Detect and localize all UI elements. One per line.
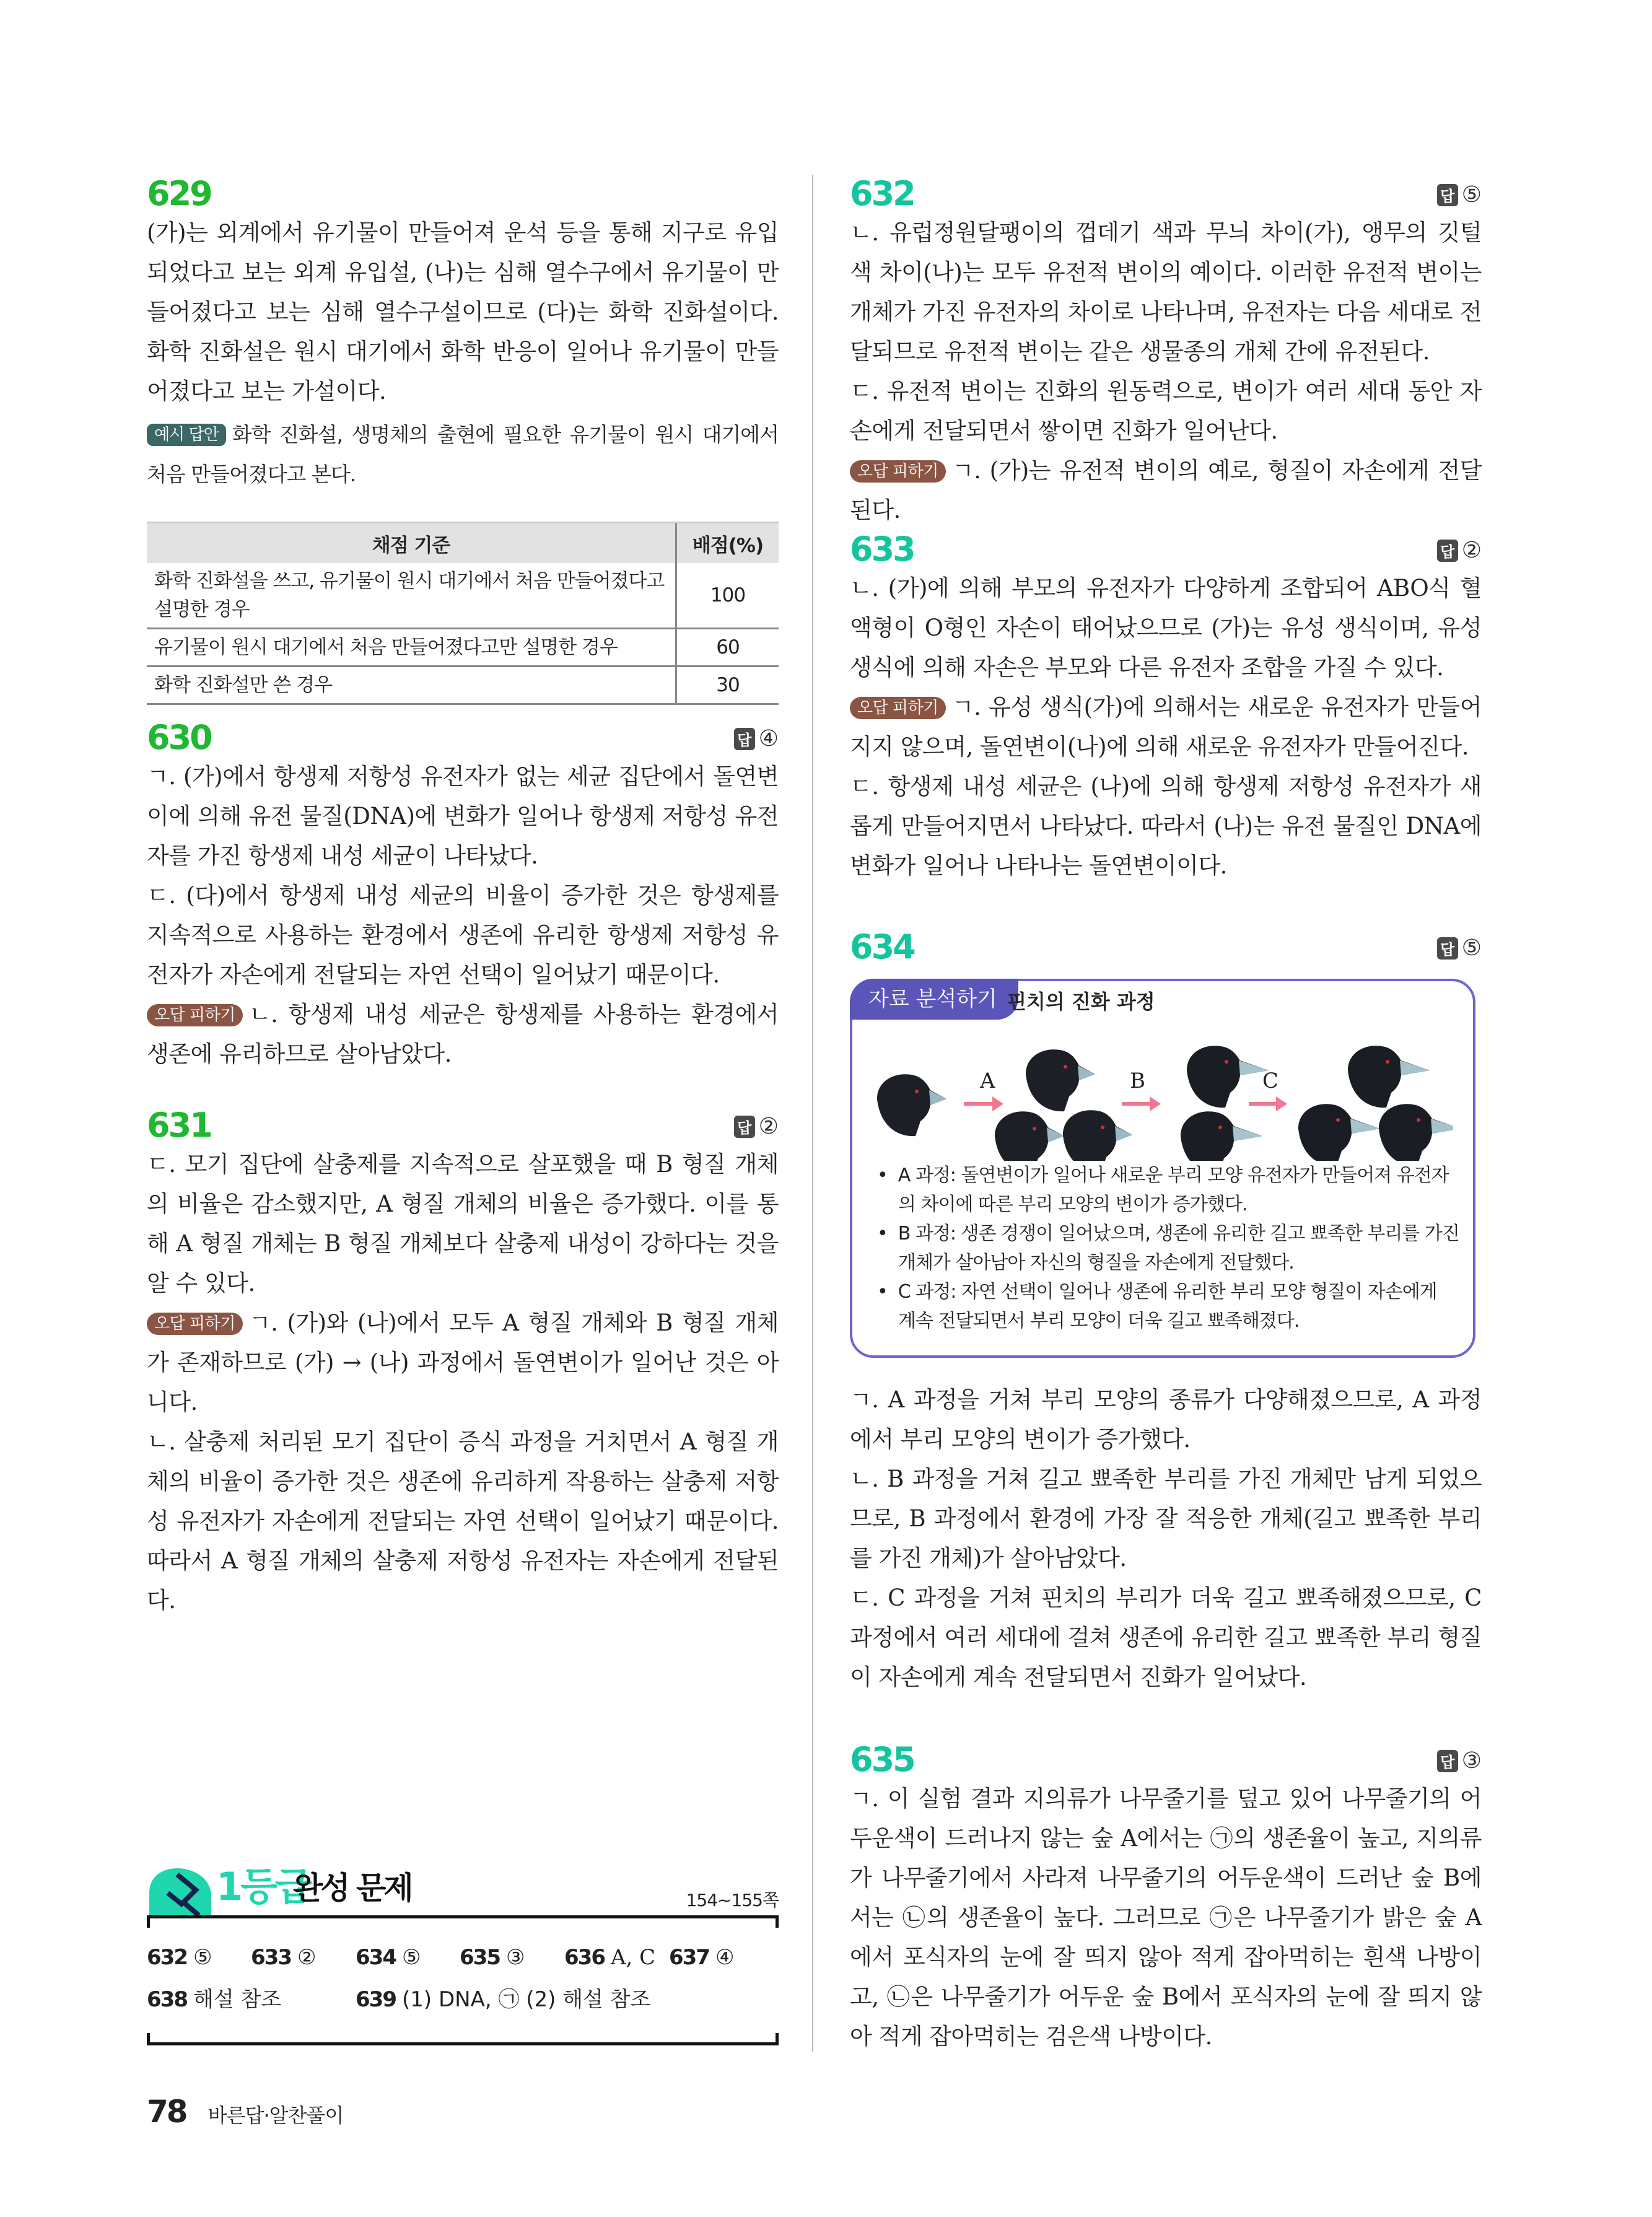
scoring-table xyxy=(147,522,779,705)
column-divider xyxy=(812,175,813,2052)
table-cell: 100 xyxy=(676,563,779,629)
finch-c3 xyxy=(1379,1104,1453,1161)
explanation: (가)는 외계에서 유기물이 만들어져 운석 등을 통해 지구로 유입되었다고 보는 외계 유입설, (나)는 심해 열수구에서 유기물이 만들어졌다고 보는 심해 열수구설이므로 (다)는 화학 진화설이다. 화학 진화설은 원시 대기에서 화학 반응이 일어나 유기물이 만들어졌다고 보는 가설이다. xyxy=(147,219,779,404)
finch-b2 xyxy=(1181,1111,1262,1161)
finch-a3 xyxy=(1063,1110,1132,1161)
answer-mark xyxy=(1437,1748,1482,1773)
answer-value: ② xyxy=(1461,538,1482,563)
data-analysis-box xyxy=(850,979,1475,1358)
question-629 xyxy=(147,175,779,705)
finch-original xyxy=(877,1074,946,1136)
answer-mark xyxy=(1437,182,1482,208)
table-header: 배점(%) xyxy=(676,523,779,564)
avoid-wrong-badge: 오답 피하기 xyxy=(147,1004,243,1026)
answer-value: ② xyxy=(758,1114,779,1139)
quick-answer: 639 (1) DNA, ㉠ (2) 해설 참조 xyxy=(356,1987,651,2012)
table-cell: 화학 진화설만 쓴 경우 xyxy=(147,667,676,704)
arrow-b-icon xyxy=(1122,1096,1161,1111)
grade-logo-icon xyxy=(149,1868,211,1915)
question-number: 630 xyxy=(147,718,211,757)
answer-value: ③ xyxy=(1461,1748,1482,1773)
process-bullets xyxy=(877,1161,1459,1336)
answer-icon: 답 xyxy=(734,728,755,750)
bracket-top xyxy=(147,1915,779,1928)
question-number: 631 xyxy=(147,1106,211,1145)
arrow-label-c: C xyxy=(1262,1069,1279,1093)
question-number: 634 xyxy=(850,927,914,966)
quick-answer: 632 ⑤ xyxy=(147,1945,212,1970)
example-answer-badge: 예시 답안 xyxy=(147,424,226,446)
table-header: 채점 기준 xyxy=(147,523,676,564)
avoid-wrong-badge: 오답 피하기 xyxy=(850,460,946,483)
quick-answer: 636 A, C xyxy=(564,1945,656,1970)
explanation: ㄷ. C 과정을 거쳐 핀치의 부리가 더욱 길고 뾰족해졌으므로, C 과정에서 여러 세대에 걸쳐 생존에 유리한 길고 뾰족한 부리 형질이 자손에게 계속 전달되면서 진화가 일어났다. xyxy=(850,1585,1482,1690)
arrow-label-a: A xyxy=(980,1069,995,1093)
finch-c2 xyxy=(1298,1104,1380,1161)
box-title: 핀치의 진화 과정 xyxy=(1007,990,1155,1013)
quick-answer: 634 ⑤ xyxy=(356,1945,421,1970)
avoid-wrong: 오답 피하기 ㄱ. (가)와 (나)에서 모두 A 형질 개체와 B 형질 개체가 존재하므로 (가) → (나) 과정에서 돌연변이가 일어난 것은 아니다. xyxy=(147,1310,779,1415)
finch-evolution-illustration xyxy=(871,1037,1453,1161)
answer-icon: 답 xyxy=(1437,184,1458,206)
answer-mark xyxy=(734,1114,779,1139)
example-answer: 예시 답안 화학 진화설, 생명체의 출현에 필요한 유기물이 원시 대기에서 처음 만들어졌다고 본다. xyxy=(147,422,779,486)
question-number: 633 xyxy=(850,530,914,569)
table-cell: 60 xyxy=(676,629,779,667)
quick-answer: 635 ③ xyxy=(460,1945,525,1970)
answer-icon: 답 xyxy=(1437,1750,1458,1772)
explanation: ㄷ. 모기 집단에 살충제를 지속적으로 살포했을 때 B 형질 개체의 비율은 감소했지만, A 형질 개체의 비율은 증가했다. 이를 통해 A 형질 개체는 B 형질 개체보다 살충제 내성이 강하다는 것을 알 수 있다. xyxy=(147,1151,779,1297)
avoid-wrong: 오답 피하기 ㄱ. (가)는 유전적 변이의 예로, 형질이 자손에게 전달된다. xyxy=(850,457,1482,523)
question-633 xyxy=(850,530,1482,886)
table-row xyxy=(147,667,779,704)
explanation: ㄱ. (가)에서 항생제 저항성 유전자가 없는 세균 집단에서 돌연변이에 의해 유전 물질(DNA)에 변화가 일어나 항생제 저항성 유전자를 가진 항생제 내성 세균이 나타났다. xyxy=(147,763,779,869)
explanation: ㄱ. 이 실험 결과 지의류가 나무줄기를 덮고 있어 나무줄기의 어두운색이 드러나지 않는 숲 A에서는 ㉠의 생존율이 높고, 지의류가 나무줄기에서 사라져 나무줄기의 어두운색이 드러난 숲 B에서는 ㉡의 생존율이 높다. 그러므로 ㉠은 나무줄기가 밝은 숲 A에서 포식자의 눈에 잘 띄지 않아 적게 잡아먹히는 흰색 나방이고, ㉡은 나무줄기가 어두운 숲 B에서 포식자의 눈에 잘 띄지 않아 적게 잡아먹히는 검은색 나방이다. xyxy=(850,1785,1482,2050)
question-630 xyxy=(147,719,779,1074)
table-cell: 30 xyxy=(676,667,779,704)
question-number: 632 xyxy=(850,174,914,213)
bullet-item: • C 과정: 자연 선택이 일어나 생존에 유리한 부리 모양 형질이 자손에게 계속 전달되면서 부리 모양이 더욱 길고 뾰족해졌다. xyxy=(877,1281,1437,1332)
question-631 xyxy=(147,1106,779,1620)
arrow-a-icon xyxy=(964,1096,1003,1111)
explanation: ㄴ. B 과정을 거쳐 길고 뾰족한 부리를 가진 개체만 남게 되었으므로, B 과정에서 환경에 가장 잘 적응한 개체(길고 뾰족한 부리를 가진 개체)가 살아남았다. xyxy=(850,1466,1482,1572)
quick-answer: 633 ② xyxy=(251,1945,317,1970)
question-634 xyxy=(850,928,1482,966)
answer-mark xyxy=(734,726,779,751)
finch-b1 xyxy=(1187,1046,1269,1108)
page-number: 78 xyxy=(147,2094,186,2130)
answer-mark xyxy=(1437,538,1482,563)
table-cell: 화학 진화설을 쓰고, 유기물이 원시 대기에서 처음 만들어졌다고 설명한 경우 xyxy=(147,563,676,629)
data-analysis-tab: 자료 분석하기 xyxy=(850,979,1018,1020)
grade-title-accent: 1등급 xyxy=(216,1864,310,1909)
avoid-wrong: 오답 피하기 ㄴ. 항생제 내성 세균은 항생제를 사용하는 환경에서 생존에 유리하므로 살아남았다. xyxy=(147,1001,779,1067)
avoid-wrong: 오답 피하기 ㄱ. 유성 생식(가)에 의해서는 새로운 유전자가 만들어지지 않으며, 돌연변이(나)에 의해 새로운 유전자가 만들어진다. xyxy=(850,694,1482,760)
finch-a2 xyxy=(995,1111,1064,1161)
page-range: 154~155쪽 xyxy=(686,1890,779,1910)
grade-title: 완성 문제 xyxy=(293,1870,411,1906)
explanation: ㄷ. (다)에서 항생제 내성 세균의 비율이 증가한 것은 항생제를 지속적으로 사용하는 환경에서 생존에 유리한 항생제 저항성 유전자가 자손에게 전달되는 자연 선택이 일어났기 때문이다. xyxy=(147,882,779,988)
page-footer xyxy=(147,2094,343,2130)
answer-value: ⑤ xyxy=(1461,182,1482,208)
table-cell: 유기물이 원시 대기에서 처음 만들어졌다고만 설명한 경우 xyxy=(147,629,676,667)
answer-value: ⑤ xyxy=(1461,935,1482,961)
answer-icon: 답 xyxy=(1437,540,1458,562)
explanation: ㄱ. A 과정을 거쳐 부리 모양의 종류가 다양해졌으므로, A 과정에서 부리 모양의 변이가 증가했다. xyxy=(850,1386,1482,1453)
avoid-wrong-badge: 오답 피하기 xyxy=(147,1313,243,1335)
quick-answer: 638 해설 참조 xyxy=(147,1987,282,2012)
bullet-item: • A 과정: 돌연변이가 일어나 새로운 부리 모양 유전자가 만들어져 유전자의 차이에 따른 부리 모양의 변이가 증가했다. xyxy=(877,1165,1449,1215)
explanation: ㄴ. 유럽정원달팽이의 껍데기 색과 무늬 차이(가), 앵무의 깃털 색 차이(나)는 모두 유전적 변이의 예이다. 이러한 유전적 변이는 개체가 가진 유전자의 차이로 나타나며, 유전자는 다음 세대로 전달되므로 유전적 변이는 같은 생물종의 개체 간에 유전된다. xyxy=(850,219,1482,365)
explanation: ㄷ. 항생제 내성 세균은 (나)에 의해 항생제 저항성 유전자가 새롭게 만들어지면서 나타났다. 따라서 (나)는 유전 물질인 DNA에 변화가 일어나 나타나는 돌연변이이다. xyxy=(850,773,1482,879)
quick-answer: 637 ④ xyxy=(669,1945,735,1970)
explanation: ㄴ. (가)에 의해 부모의 유전자가 다양하게 조합되어 ABO식 혈액형이 O형인 자손이 태어났으므로 (가)는 유성 생식이며, 유성 생식에 의해 자손은 부모와 다른 유전자 조합을 가질 수 있다. xyxy=(850,575,1482,681)
finch-a1 xyxy=(1026,1049,1095,1111)
question-number: 635 xyxy=(850,1740,914,1779)
bracket-bottom xyxy=(147,2033,779,2045)
arrow-c-icon xyxy=(1249,1096,1287,1111)
table-row xyxy=(147,629,779,667)
answer-icon: 답 xyxy=(1437,937,1458,960)
table-row xyxy=(147,563,779,629)
avoid-wrong-badge: 오답 피하기 xyxy=(850,697,946,719)
explanation: ㄴ. 살충제 처리된 모기 집단이 증식 과정을 거치면서 A 형질 개체의 비율이 증가한 것은 생존에 유리하게 작용하는 살충제 저항성 유전자가 자손에게 전달되는 자연 선택이 일어났기 때문이다. 따라서 A 형질 개체의 살충제 저항성 유전자는 자손에게 전달된다. xyxy=(147,1428,779,1614)
bullet-item: • B 과정: 생존 경쟁이 일어났으며, 생존에 유리한 길고 뾰족한 부리를 가진 개체가 살아남아 자신의 형질을 자손에게 전달했다. xyxy=(877,1223,1459,1274)
explanation: ㄷ. 유전적 변이는 진화의 원동력으로, 변이가 여러 세대 동안 자손에게 전달되면서 쌓이면 진화가 일어난다. xyxy=(850,378,1482,444)
arrow-label-b: B xyxy=(1130,1069,1145,1093)
question-635 xyxy=(850,1741,1482,2057)
question-number: 629 xyxy=(147,174,211,213)
answer-mark xyxy=(1437,935,1482,961)
finch-c1 xyxy=(1348,1046,1430,1108)
answer-value: ④ xyxy=(758,726,779,751)
book-title: 바른답·알찬풀이 xyxy=(208,2104,344,2127)
question-634-explanation xyxy=(850,1380,1482,1697)
answer-icon: 답 xyxy=(734,1116,755,1138)
question-632 xyxy=(850,175,1482,530)
